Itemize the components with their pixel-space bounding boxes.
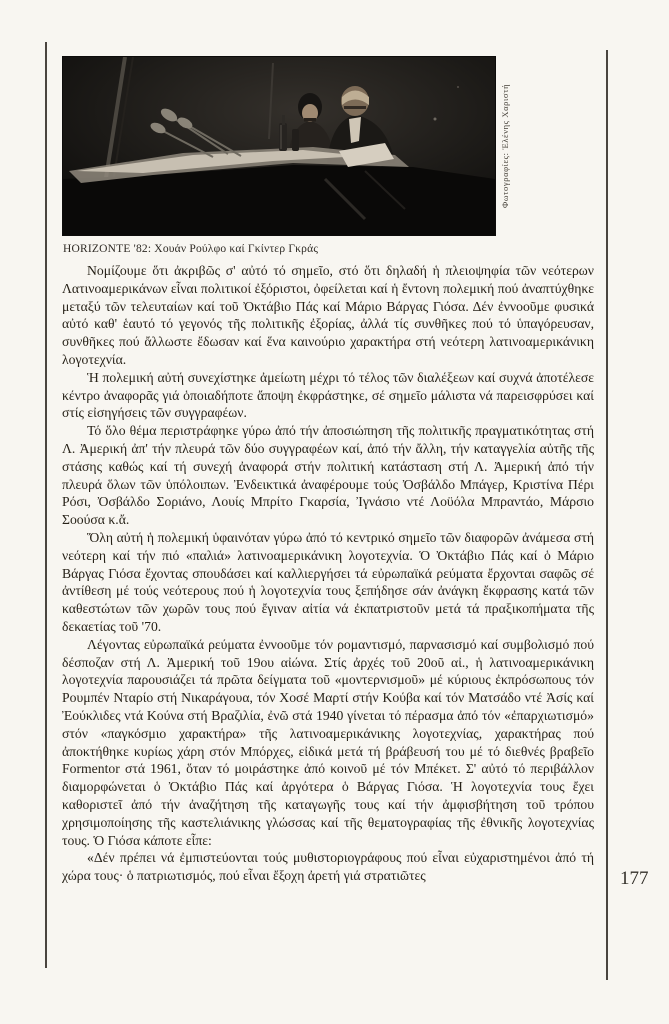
left-margin-rule: [45, 42, 47, 968]
paragraph-1: Νομίζουμε ὅτι ἀκριβῶς σ' αὐτό τό σημεῖο, στό ὅτι δηλαδή ἡ πλειοψηφία τῶν νεότερων Λατινοαμερικάνων εἶναι πολιτικοί ἐξόριστοι, ὀφείλεται καί ἡ ἔντονη πολεμική πού ἀναπτύχθηκε μεταξύ τῶν τελευταίων καί τοῦ Ὀκτάβιο Πάς καί Μάριο Βάργας Γιόσα. Δέν ἐννοοῦμε φυσικά αὐτό καθ' ἑαυτό τό γεγονός τῆς πολιτικῆς ἐξορίας, ἀλλά τίς συνθῆκες πού τό ὑπαγόρευσαν, συνθῆκες πού ἄλλωστε ἔδωσαν καί ἕνα καινούριο χαρακτήρα στή νεότερη λατινοαμερικάνικη λογοτεχνία.: [62, 263, 594, 367]
paragraph-5: Λέγοντας εὐρωπαϊκά ρεύματα ἐννοοῦμε τόν ρομαντισμό, παρνασισμό καί συμβολισμό πού δέσποζαν στή Λ. Ἀμερική τοῦ 19ου αἰώνα. Στίς ἀρχές τοῦ 20οῦ αἰ., ἡ λατινοαμερικάνικη λογοτεχνία παρουσιάζει τά πρῶτα δείγματα τοῦ «μοντερνισμοῦ» μέ κύριους ἐκπρόσωπους τόν Ρουμπέν Νταρίο στή Νικαράγουα, τόν Χοσέ Μαρτί στήν Κούβα καί τόν Ματσάδο ντέ Ἀσίς καί Ἐούκλιδες ντά Κούνα στή Βραζιλία, ἐνῶ στά 1940 γίνεται τό πέρασμα ἀπό τόν «ἐπαρχιωτισμό» στόν «παγκόσμιο χαρακτήρα» τῆς λατινοαμερικάνικης λογοτεχνίας, χαρακτήρας πού ἀποκτήθηκε κυρίως χάρη στόν Μπόρχες, εἰδικά μετά τή βράβευσή του μέ τό διεθνές βραβεῖο Formentor στά 1961, ὅταν τό μοιράστηκε ἀπό κοινοῦ μέ τόν Μπέκετ. Σ' αὐτό τό περιβάλλον διαμορφώνεται ὁ Ὀκτάβιο Πάς καί ἀργότερα ὁ Βάργας Γιόσα. Ἡ λογοτεχνία τους ἔχει καθοριστεῖ ἀπό τήν ἀναζήτηση τῆς καταγωγῆς τους καί τήν ἀμφισβήτηση τοῦ τρόπου χρησιμοποίησης τῆς καστελιάνικης γλώσσας καί τῆς θεματογραφίας τῆς ἐθνικῆς λογοτεχνίας τους. Ὁ Γιόσα κάποτε εἶπε:: [62, 636, 594, 848]
page-number: 177: [620, 868, 649, 889]
paragraph-4: Ὅλη αὐτή ἡ πολεμική ὑφαινόταν γύρω ἀπό τό κεντρικό σημεῖο τῶν διαφορῶν ἀνάμεσα στή νεότερη καί τήν πιό «παλιά» λατινοαμερικάνικη λογοτεχνία. Ὁ Ὀκτάβιο Πάς καί ὁ Μάριο Βάργας Γιόσα ἔχοντας σπουδάσει καί καλλιεργήσει τά εὐρωπαϊκά ρεύματα ἔρχονται σαφῶς σέ ἀντίθεση μέ τούς νεότερους πού ἡ λογοτεχνία τους ξεπήδησε σάν ἀνάγκη ἔκφρασης κατά τῶν καθεστώτων τῶν χωρῶν τους πού ἔγιναν αἰτία νά ἐκπατριστοῦν μετά τά πραξικοπήματα τῆς δεκαετίας τοῦ '70.: [62, 529, 594, 634]
photo-caption: HORIZONTE '82: Χουάν Ρούλφο καί Γκίντερ Γκράς: [63, 243, 319, 255]
photo-credit: Φωτογραφίες: Ἑλένης Χαριστή: [500, 83, 510, 209]
paragraph-3: Τό ὅλο θέμα περιστράφηκε γύρω ἀπό τήν ἀποσιώπηση τῆς πολιτικῆς πραγματικότητας στή Λ. Ἀμερική ἀπ' τήν πλευρά τῶν δύο συγγραφέων καί, ἀπό τήν ἄλλη, τήν καταγγελία αὐτῆς τῆς στάσης καθώς καί τή συνεχή ἀναφορά στήν πολιτική κατάσταση στή Λ. Ἀμερική ἀπό τήν πλευρά ὅλων τῶν ὑπόλοιπων. Ἐνδεικτικά ἀναφέρουμε τούς Ὀσβάλδο Μπάγερ, Κριστίνα Πέρι Ρόσι, Ὀσβάλδο Σοριάνο, Λουίς Μπρίτο Γκαρσία, Ἰγνάσιο ντέ Λοϋόλα Μπραντάο, Μάρσιο Σοούσα κ.ἄ.: [62, 423, 594, 528]
paragraph-2: Ἡ πολεμική αὐτή συνεχίστηκε ἀμείωτη μέχρι τό τέλος τῶν διαλέξεων καί συχνά ἀποτέλεσε κέντρο ἀναφορᾶς γιά ὁποιαδήποτε ἄποψη ἐκφράστηκε, σέ σημεῖο μάλιστα νά παρεισφρύσει καί στίς εἰσηγήσεις τῶν συγγραφέων.: [62, 369, 594, 421]
photo-block: [63, 57, 523, 255]
paragraph-6: «Δέν πρέπει νά ἐμπιστεύονται τούς μυθιστοριογράφους πού εἶναι εὐχαριστημένοι ἀπό τή χώρα τους· ὁ πατριωτισμός, πού εἶναι ἔξοχη ἀρετή γιά στρατιῶτες: [62, 850, 594, 884]
conference-photo: [63, 57, 495, 235]
right-margin-rule: [606, 50, 608, 980]
article-text: [62, 262, 594, 885]
